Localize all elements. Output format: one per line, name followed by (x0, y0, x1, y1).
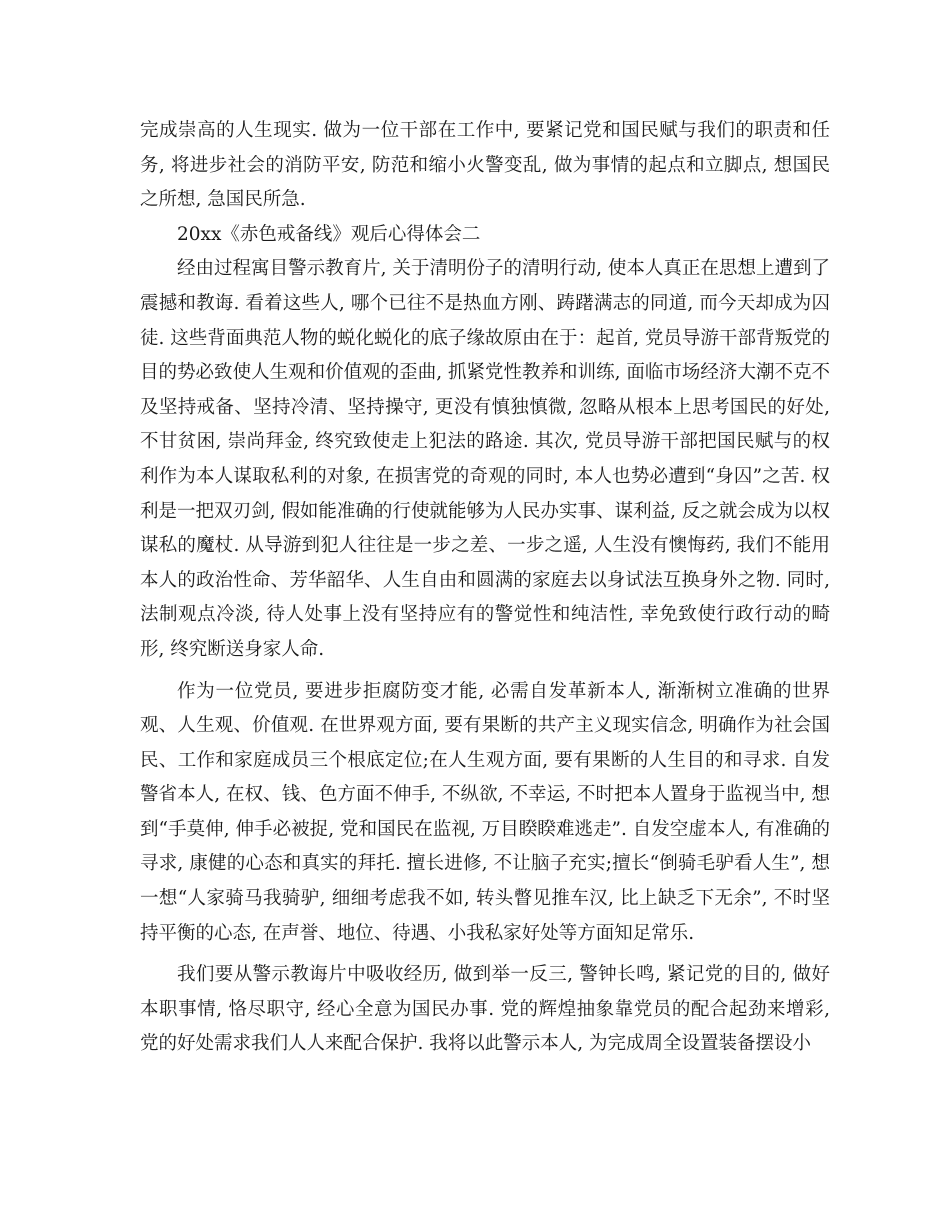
paragraph-party-member: 作为一位党员, 要进步拒腐防变才能, 必需自发革新本人, 渐渐树立准确的世界观、人生观、价值观. 在世界观方面, 要有果断的共产主义现实信念, 明确作为社会国民、工作和家庭成员三个根底定位;在人生观方面, 要有果断的人生目的和寻求. 自发警省本人, 在权、钱、色方面不伸手, 不纵欲, 不幸运, 不时把本人置身于监视当中, 想到“手莫伸, 伸手必被捉, 党和国民在监视, 万目睽睽难逃走”. 自发空虚本人, 有准确的寻求, 康健的心态和真实的拜托. 擅长进修, 不让脑子充实;擅长“倒骑毛驴看人生”, 想一想“人家骑马我骑驴, 细细考虑我不如, 转头瞥见推车汉, 比上缺乏下无余”, 不时坚持平衡的心态, 在声誉、地位、待遇、小我私家好处等方面知足常乐. (140, 680, 830, 944)
paragraph-continuation: 完成崇高的人生现实. 做为一位干部在工作中, 要紧记党和国民赋与我们的职责和任务, 将进步社会的消防平安, 防范和缩小火警变乱, 做为事情的起点和立脚点, 想国民之所想, 急国民所急. (140, 120, 830, 211)
section-heading: 20xx《赤色戒备线》观后心得体会二 (177, 223, 481, 245)
document-body (140, 114, 830, 1062)
paragraph-conclusion: 我们要从警示教诲片中吸收经历, 做到举一反三, 警钟长鸣, 紧记党的目的, 做好本职事情, 恪尽职守, 经心全意为国民办事. 党的辉煌抽象靠党员的配合起劲来增彩, 党的好处需求我们人人来配合保护. 我将以此警示本人, 为完成周全设置装备摆设小 (140, 964, 830, 1055)
paragraph-reflection: 经由过程寓目警示教育片, 关于清明份子的清明行动, 使本人真正在思想上遭到了震撼和教诲. 看着这些人, 哪个已往不是热血方刚、踌躇满志的同道, 而今天却成为囚徒. 这些背面典范人物的蜕化蜕化的底子缘故原由在于：起首, 党员导游干部背叛党的目的势必致使人生观和价值观的歪曲, 抓紧党性教养和训练, 面临市场经济大潮不克不及坚持戒备、坚持冷清、坚持操守, 更没有慎独慎微, 忽略从根本上思考国民的好处, 不甘贫困, 崇尚拜金, 终究致使走上犯法的路途. 其次, 党员导游干部把国民赋与的权利作为本人谋取私利的对象, 在损害党的奇观的同时, 本人也势必遭到“身囚”之苦. 权利是一把双刃剑, 假如能准确的行使就能够为人民办实事、谋利益, 反之就会成为以权谋私的魔杖. 从导游到犯人往往是一步之差、一步之遥, 人生没有懊悔药, 我们不能用本人的政治性命、芳华韶华、人生自由和圆满的家庭去以身试法互换身外之物. 同时, 法制观点冷淡, 待人处事上没有坚持应有的警觉性和纯洁性, 幸免致使行政行动的畸形, 终究断送身家人命. (140, 258, 830, 660)
